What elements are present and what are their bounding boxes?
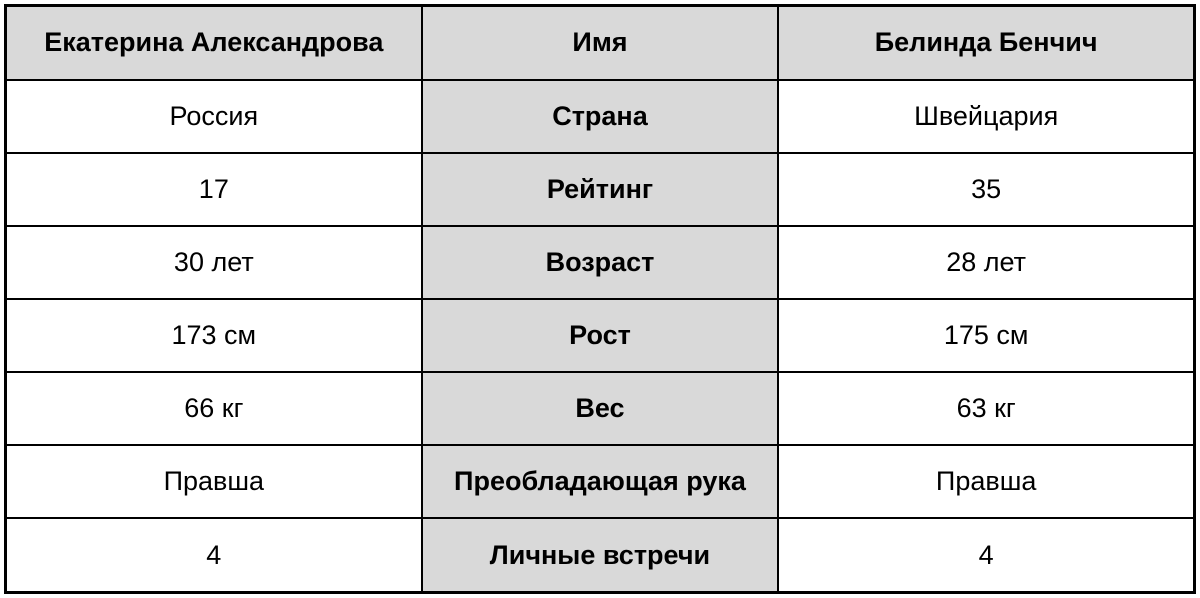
player1-weight-cell: 66 кг <box>6 372 422 445</box>
weight-label-cell: Вес <box>422 372 779 445</box>
player1-country-cell: Россия <box>6 80 422 153</box>
table-row-height <box>6 299 1195 372</box>
h2h-label-cell: Личные встречи <box>422 518 779 592</box>
player1-ranking-cell: 17 <box>6 153 422 226</box>
age-label-cell: Возраст <box>422 226 779 299</box>
player1-hand-cell: Правша <box>6 445 422 518</box>
player1-age-cell: 30 лет <box>6 226 422 299</box>
player1-name-cell: Екатерина Александрова <box>6 6 422 80</box>
table-row-head-to-head <box>6 518 1195 592</box>
player-comparison-table <box>4 4 1196 594</box>
attribute-header-cell: Имя <box>422 6 779 80</box>
player2-country-cell: Швейцария <box>778 80 1194 153</box>
table-row-country <box>6 80 1195 153</box>
ranking-label-cell: Рейтинг <box>422 153 779 226</box>
player2-h2h-cell: 4 <box>778 518 1194 592</box>
table-row-ranking <box>6 153 1195 226</box>
player2-height-cell: 175 см <box>778 299 1194 372</box>
player1-height-cell: 173 см <box>6 299 422 372</box>
country-label-cell: Страна <box>422 80 779 153</box>
height-label-cell: Рост <box>422 299 779 372</box>
table-row-weight <box>6 372 1195 445</box>
player2-hand-cell: Правша <box>778 445 1194 518</box>
hand-label-cell: Преобладающая рука <box>422 445 779 518</box>
table-row-hand <box>6 445 1195 518</box>
player2-age-cell: 28 лет <box>778 226 1194 299</box>
player2-ranking-cell: 35 <box>778 153 1194 226</box>
player2-weight-cell: 63 кг <box>778 372 1194 445</box>
player2-name-cell: Белинда Бенчич <box>778 6 1194 80</box>
table-row-age <box>6 226 1195 299</box>
player1-h2h-cell: 4 <box>6 518 422 592</box>
table-header-row <box>6 6 1195 80</box>
